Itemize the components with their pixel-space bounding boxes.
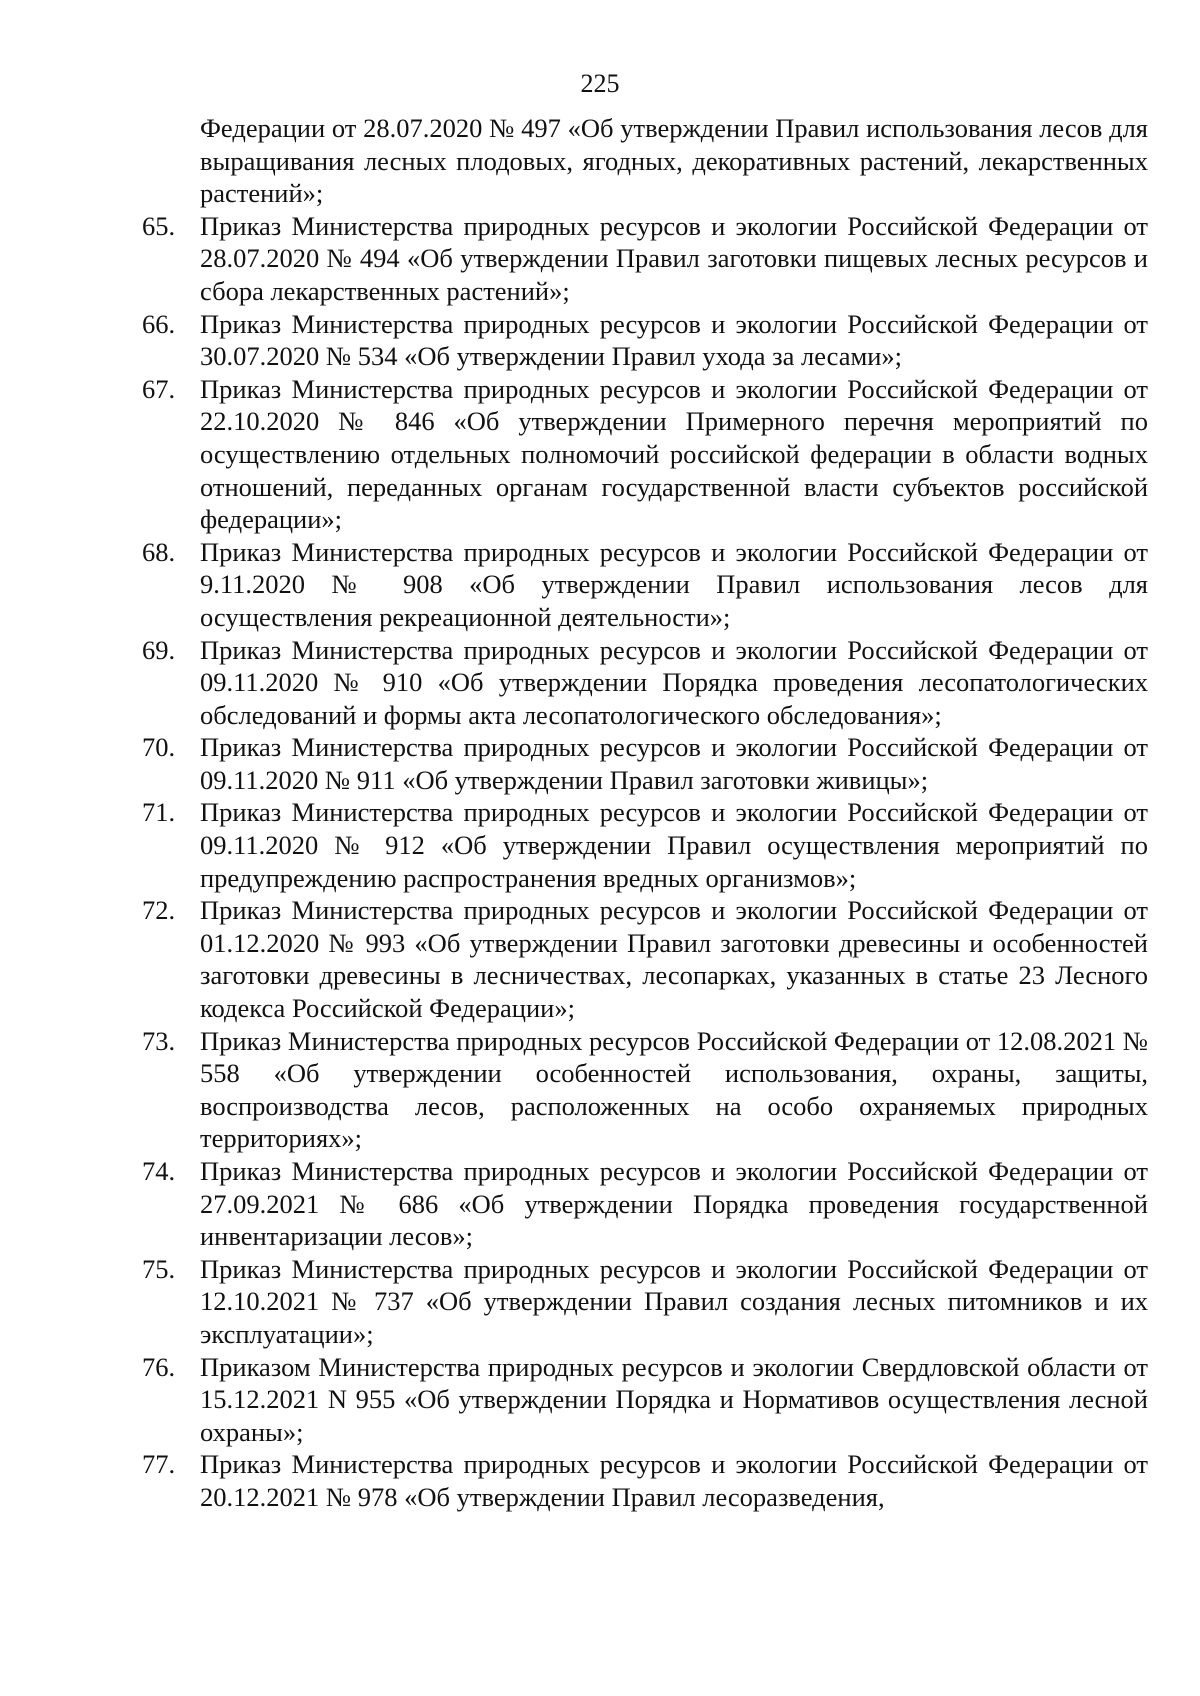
list-item-number: 69.: [142, 634, 176, 665]
list-item-text: Приказ Министерства природных ресурсов и экологии Российской Федерации от 28.07.2020 № 494 «Об утверждении Правил заготовки пищевых лесных ресурсов и сбора лекарственных растений»;: [200, 210, 1148, 306]
list-item-number: 74.: [142, 1156, 176, 1186]
list-item-number: 66.: [142, 308, 176, 339]
list-item: [128, 796, 1148, 894]
list-item: [128, 373, 1148, 536]
list-item: [128, 536, 1148, 634]
page-number: 225: [580, 69, 620, 98]
list-item-text: Приказ Министерства природных ресурсов Российской Федерации от 12.08.2021 № 558 «Об утверждении особенностей использования, охраны, защиты, воспроизводства лесов, расположенных на особо охраняемых природных территориях»;: [200, 1025, 1148, 1154]
list-item-text: Приказ Министерства природных ресурсов и экологии Российской Федерации от 09.11.2020 № 912 «Об утверждении Правил осуществления мероприятий по предупреждению распространения вредных организмов»;: [200, 797, 1148, 893]
list-item-number: 68.: [142, 536, 176, 567]
list-item-number: 77.: [142, 1449, 176, 1480]
list-item-text: Приказ Министерства природных ресурсов и экологии Российской Федерации от 09.11.2020 № 910 «Об утверждении Порядка проведения лесопатологических обследований и формы акта лесопатологического обследования»;: [200, 634, 1148, 730]
list-item-text: Приказом Министерства природных ресурсов и экологии Свердловской области от 15.12.2021 N 955 «Об утверждении Порядка и Нормативов осуществления лесной охраны»;: [200, 1351, 1148, 1447]
list-item-number: 72.: [142, 895, 176, 926]
list-item-text: Приказ Министерства природных ресурсов и экологии Российской Федерации от 12.10.2021 № 737 «Об утверждении Правил создания лесных питомников и их эксплуатации»;: [200, 1253, 1148, 1349]
list-item: [128, 731, 1148, 796]
list-item-number: 65.: [142, 210, 176, 241]
document-body: [128, 112, 1148, 1514]
list-item: [128, 1448, 1148, 1513]
list-item: [128, 308, 1148, 373]
list-item-number: 75.: [142, 1253, 176, 1284]
list-item-number: 73.: [142, 1025, 176, 1056]
list-item: [128, 112, 1148, 210]
list-item-text: Приказ Министерства природных ресурсов и экологии Российской Федерации от 22.10.2020 № 846 «Об утверждении Примерного перечня мероприятий по осуществлению отдельных полномочий российской федерации в области водных отношений, переданных органам государственной власти субъектов российской федерации»;: [200, 373, 1148, 535]
list-item: [128, 894, 1148, 1024]
list-item-text: Приказ Министерства природных ресурсов и экологии Российской Федерации от 9.11.2020 № 908 «Об утверждении Правил использования лесов для осуществления рекреационной деятельности»;: [200, 536, 1148, 632]
list-item-text: Приказ Министерства природных ресурсов и экологии Российской Федерации от 30.07.2020 № 534 «Об утверждении Правил ухода за лесами»;: [200, 308, 1148, 372]
list-item: [128, 1155, 1148, 1253]
list-item: [128, 1253, 1148, 1351]
list-item-text: Приказ Министерства природных ресурсов и экологии Российской Федерации от 09.11.2020 № 911 «Об утверждении Правил заготовки живицы»;: [200, 732, 1148, 795]
list-item: [128, 634, 1148, 732]
list-item: [128, 210, 1148, 308]
list-item: [128, 1351, 1148, 1449]
list-item: [128, 1025, 1148, 1155]
list-item-number: 67.: [142, 373, 176, 404]
list-item-number: 70.: [142, 732, 176, 763]
list-item-text: Федерации от 28.07.2020 № 497 «Об утверждении Правил использования лесов для выращивания лесных плодовых, ягодных, декоративных растений, лекарственных растений»;: [200, 113, 1148, 209]
list-item-text: Приказ Министерства природных ресурсов и экологии Российской Федерации от 27.09.2021 № 686 «Об утверждении Порядка проведения государственной инвентаризации лесов»;: [200, 1156, 1148, 1252]
list-item-text: Приказ Министерства природных ресурсов и экологии Российской Федерации от 20.12.2021 № 978 «Об утверждении Правил лесоразведения,: [200, 1449, 1148, 1512]
list-item-text: Приказ Министерства природных ресурсов и экологии Российской Федерации от 01.12.2020 № 993 «Об утверждении Правил заготовки древесины и особенностей заготовки древесины в лесничествах, лесопарках, указанных в статье 23 Лесного кодекса Российской Федерации»;: [200, 895, 1148, 1024]
list-item-number: 71.: [142, 797, 176, 828]
list-item-number: 76.: [142, 1351, 176, 1382]
